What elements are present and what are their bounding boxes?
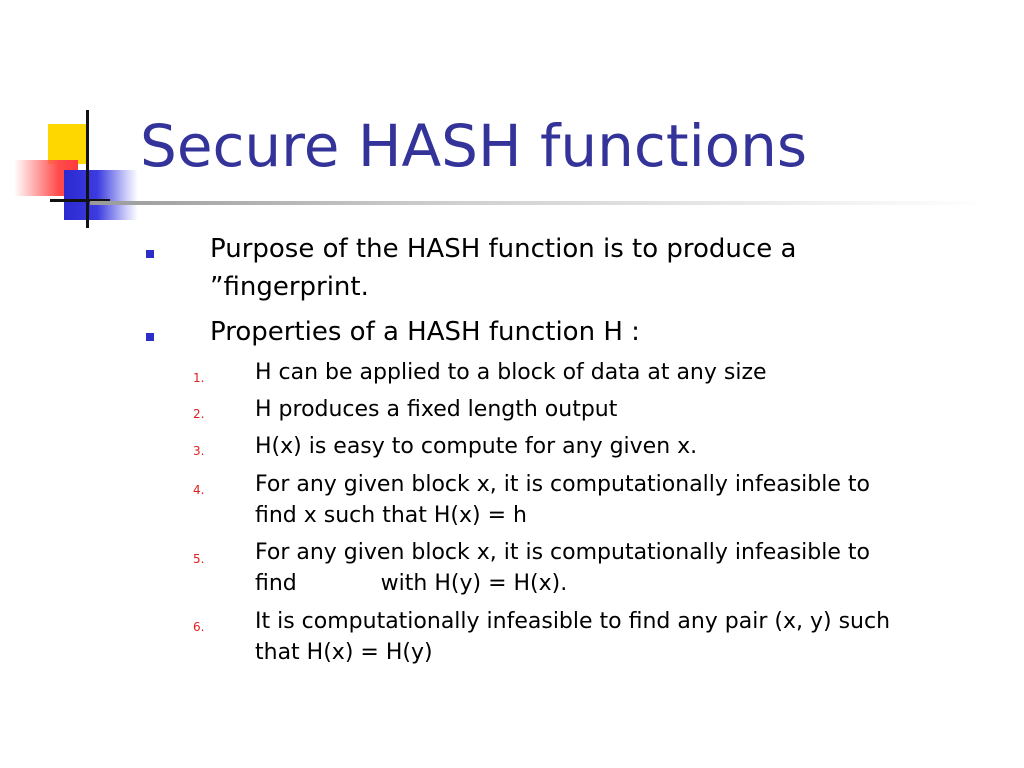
bullet-1-line-1: Purpose of the HASH function is to produce a bbox=[210, 234, 797, 264]
property-1-line-1: H can be applied to a block of data at any size bbox=[255, 360, 767, 385]
property-5-line-1: For any given block x, it is computationally infeasible to bbox=[255, 540, 870, 565]
title-underline bbox=[90, 201, 990, 205]
property-6-line-2: that H(x) = H(y) bbox=[255, 640, 433, 665]
property-5-line-2: find with H(y) = H(x). bbox=[255, 571, 568, 596]
logo-blue-bar bbox=[64, 170, 138, 220]
list-number: 4. bbox=[193, 483, 205, 497]
property-6-line-1: It is computationally infeasible to find any pair (x, y) such bbox=[255, 609, 891, 634]
list-number: 2. bbox=[193, 407, 205, 421]
property-3-line-1: H(x) is easy to compute for any given x. bbox=[255, 434, 698, 459]
list-number: 1. bbox=[193, 371, 205, 385]
bullet-2-line-1: Properties of a HASH function H : bbox=[210, 317, 640, 347]
logo-vertical-line bbox=[86, 110, 89, 228]
list-number: 5. bbox=[193, 552, 205, 566]
bullet-icon bbox=[146, 250, 154, 258]
list-number: 3. bbox=[193, 444, 205, 458]
bullet-1-line-2: ”fingerprint. bbox=[210, 272, 369, 302]
property-4-line-1: For any given block x, it is computationally infeasible to bbox=[255, 472, 870, 497]
slide-title: Secure HASH functions bbox=[140, 112, 808, 180]
property-2-line-1: H produces a fixed length output bbox=[255, 397, 618, 422]
property-4-line-2: find x such that H(x) = h bbox=[255, 503, 527, 528]
list-number: 6. bbox=[193, 620, 205, 634]
logo-yellow-square bbox=[48, 124, 88, 164]
bullet-icon bbox=[146, 333, 154, 341]
